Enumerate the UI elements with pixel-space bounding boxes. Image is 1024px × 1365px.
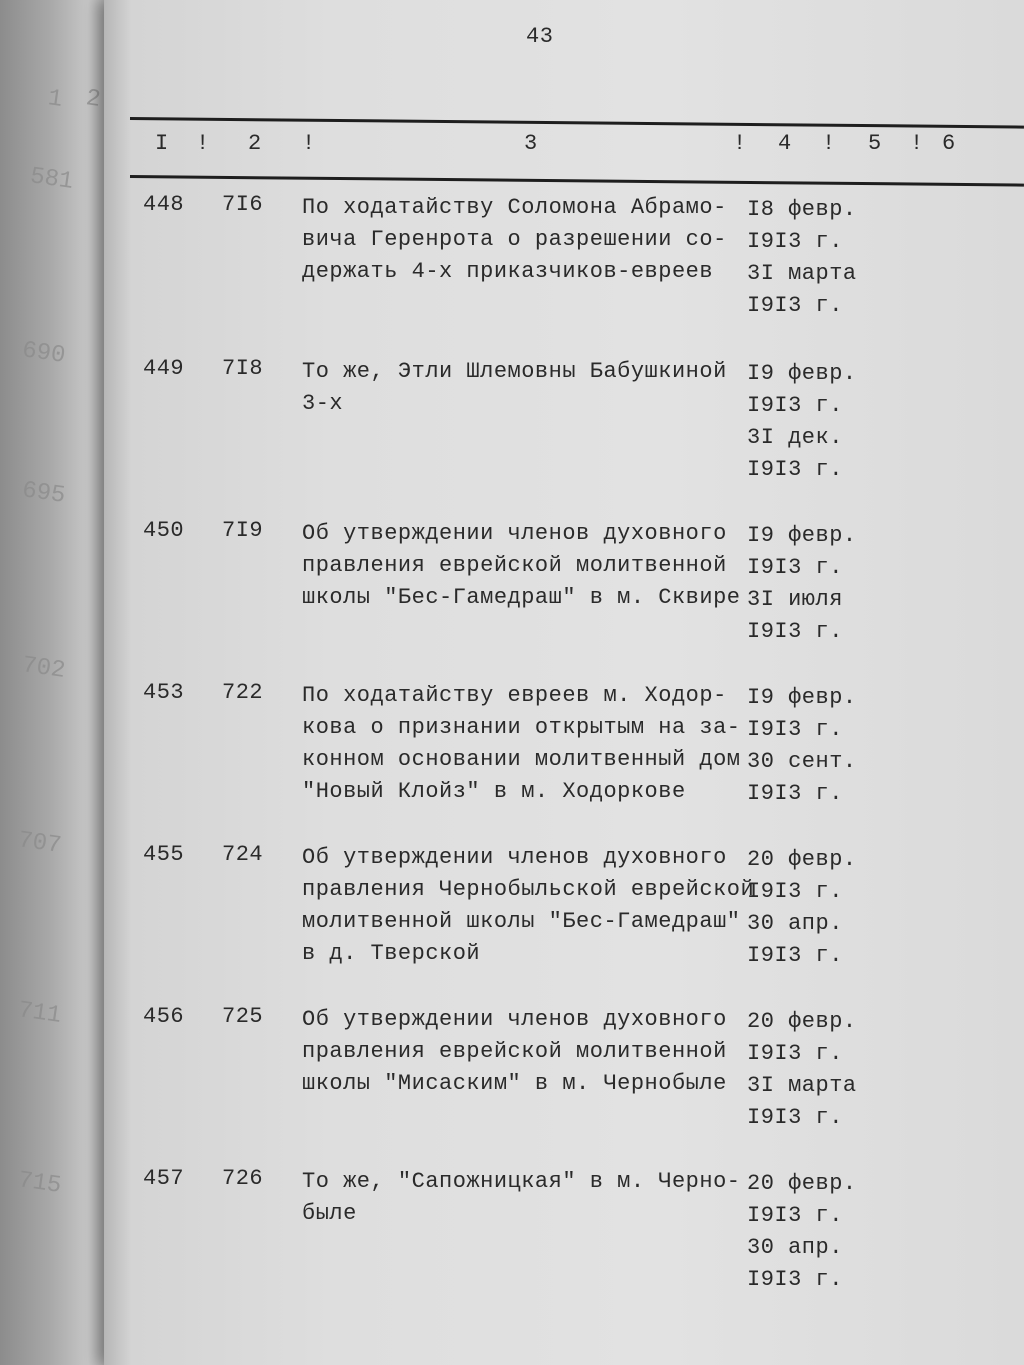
record-dates bbox=[747, 1006, 857, 1134]
description-line: школы "Мисаским" в м. Чернобыле bbox=[302, 1071, 727, 1096]
record-dates bbox=[747, 194, 857, 322]
column-separator: ! bbox=[302, 131, 316, 156]
margin-number: 690 bbox=[20, 337, 67, 370]
date-line: 30 апр. bbox=[747, 1235, 843, 1260]
description-line: "Новый Клойз" в м. Ходоркове bbox=[302, 779, 686, 804]
record-number: 456 bbox=[143, 1004, 185, 1029]
date-line: I9I3 г. bbox=[747, 943, 843, 968]
record-dates bbox=[747, 682, 857, 810]
margin-number: 695 bbox=[20, 477, 67, 510]
margin-number: 1 bbox=[46, 85, 65, 114]
date-line: I9I3 г. bbox=[747, 1041, 843, 1066]
date-line: 3I марта bbox=[747, 261, 857, 286]
date-line: 30 сент. bbox=[747, 749, 857, 774]
date-line: I9I3 г. bbox=[747, 717, 843, 742]
column-header-4: 4 bbox=[778, 131, 792, 156]
file-number: 726 bbox=[222, 1166, 264, 1191]
margin-number: 711 bbox=[16, 997, 63, 1030]
column-header-5: 5 bbox=[868, 131, 882, 156]
adjacent-page-edge bbox=[0, 0, 110, 1365]
date-line: 20 февр. bbox=[747, 1171, 857, 1196]
record-number: 449 bbox=[143, 356, 185, 381]
file-number: 724 bbox=[222, 842, 264, 867]
date-line: I9 февр. bbox=[747, 685, 857, 710]
date-line: I9 февр. bbox=[747, 523, 857, 548]
margin-number: 707 bbox=[16, 827, 63, 860]
description-line: школы "Бес-Гамедраш" в м. Сквире bbox=[302, 585, 741, 610]
description-line: держать 4-х приказчиков-евреев bbox=[302, 259, 714, 284]
record-description bbox=[302, 1166, 742, 1230]
date-line: I9I3 г. bbox=[747, 293, 843, 318]
description-line: Об утверждении членов духовного bbox=[302, 1007, 727, 1032]
description-line: молитвенной школы "Бес-Гамедраш" bbox=[302, 909, 741, 934]
description-line: То же, Этли Шлемовны Бабушкиной bbox=[302, 359, 727, 384]
column-header-6: 6 bbox=[942, 131, 956, 156]
file-number: 722 bbox=[222, 680, 264, 705]
record-description bbox=[302, 680, 742, 808]
date-line: I9I3 г. bbox=[747, 879, 843, 904]
date-line: 30 апр. bbox=[747, 911, 843, 936]
description-line: правления Чернобыльской еврейской bbox=[302, 877, 755, 902]
date-line: 20 февр. bbox=[747, 847, 857, 872]
column-header-2: 2 bbox=[248, 131, 262, 156]
date-line: I9 февр. bbox=[747, 361, 857, 386]
description-line: в д. Тверской bbox=[302, 941, 481, 966]
record-number: 450 bbox=[143, 518, 185, 543]
date-line: 3I марта bbox=[747, 1073, 857, 1098]
column-header-3: 3 bbox=[524, 131, 538, 156]
record-dates bbox=[747, 844, 857, 972]
description-line: То же, "Сапожницкая" в м. Черно- bbox=[302, 1169, 741, 1194]
margin-number: 2 bbox=[84, 85, 103, 114]
page-number: 43 bbox=[526, 24, 554, 49]
date-line: I9I3 г. bbox=[747, 1105, 843, 1130]
description-line: правления еврейской молитвенной bbox=[302, 553, 727, 578]
record-number: 448 bbox=[143, 192, 185, 217]
margin-number: 581 bbox=[28, 163, 75, 196]
record-number: 457 bbox=[143, 1166, 185, 1191]
description-line: Об утверждении членов духовного bbox=[302, 521, 727, 546]
record-description bbox=[302, 192, 742, 288]
column-header-1: I bbox=[155, 131, 169, 156]
description-line: кова о признании открытым на за- bbox=[302, 715, 741, 740]
file-number: 7I9 bbox=[222, 518, 264, 543]
date-line: I9I3 г. bbox=[747, 229, 843, 254]
description-line: быле bbox=[302, 1201, 357, 1226]
date-line: I9I3 г. bbox=[747, 1203, 843, 1228]
date-line: 3I дек. bbox=[747, 425, 843, 450]
record-description bbox=[302, 518, 742, 614]
date-line: I8 февр. bbox=[747, 197, 857, 222]
record-dates bbox=[747, 520, 857, 648]
description-line: правления еврейской молитвенной bbox=[302, 1039, 727, 1064]
margin-number: 715 bbox=[16, 1167, 63, 1200]
record-number: 455 bbox=[143, 842, 185, 867]
date-line: 3I июля bbox=[747, 587, 843, 612]
record-number: 453 bbox=[143, 680, 185, 705]
margin-number: 702 bbox=[20, 652, 67, 685]
column-separator: ! bbox=[910, 131, 924, 156]
file-number: 7I8 bbox=[222, 356, 264, 381]
date-line: I9I3 г. bbox=[747, 457, 843, 482]
description-line: вича Геренрота о разрешении со- bbox=[302, 227, 727, 252]
column-separator: ! bbox=[196, 131, 210, 156]
description-line: конном основании молитвенный дом bbox=[302, 747, 741, 772]
date-line: I9I3 г. bbox=[747, 1267, 843, 1292]
date-line: I9I3 г. bbox=[747, 555, 843, 580]
record-dates bbox=[747, 1168, 857, 1296]
record-dates bbox=[747, 358, 857, 486]
column-separator: ! bbox=[733, 131, 747, 156]
description-line: 3-х bbox=[302, 391, 344, 416]
description-line: Об утверждении членов духовного bbox=[302, 845, 727, 870]
date-line: 20 февр. bbox=[747, 1009, 857, 1034]
file-number: 725 bbox=[222, 1004, 264, 1029]
date-line: I9I3 г. bbox=[747, 781, 843, 806]
record-description bbox=[302, 1004, 742, 1100]
description-line: По ходатайству Соломона Абрамо- bbox=[302, 195, 727, 220]
date-line: I9I3 г. bbox=[747, 393, 843, 418]
description-line: По ходатайству евреев м. Ходор- bbox=[302, 683, 727, 708]
record-description bbox=[302, 356, 742, 420]
file-number: 7I6 bbox=[222, 192, 264, 217]
date-line: I9I3 г. bbox=[747, 619, 843, 644]
column-separator: ! bbox=[822, 131, 836, 156]
record-description bbox=[302, 842, 755, 970]
